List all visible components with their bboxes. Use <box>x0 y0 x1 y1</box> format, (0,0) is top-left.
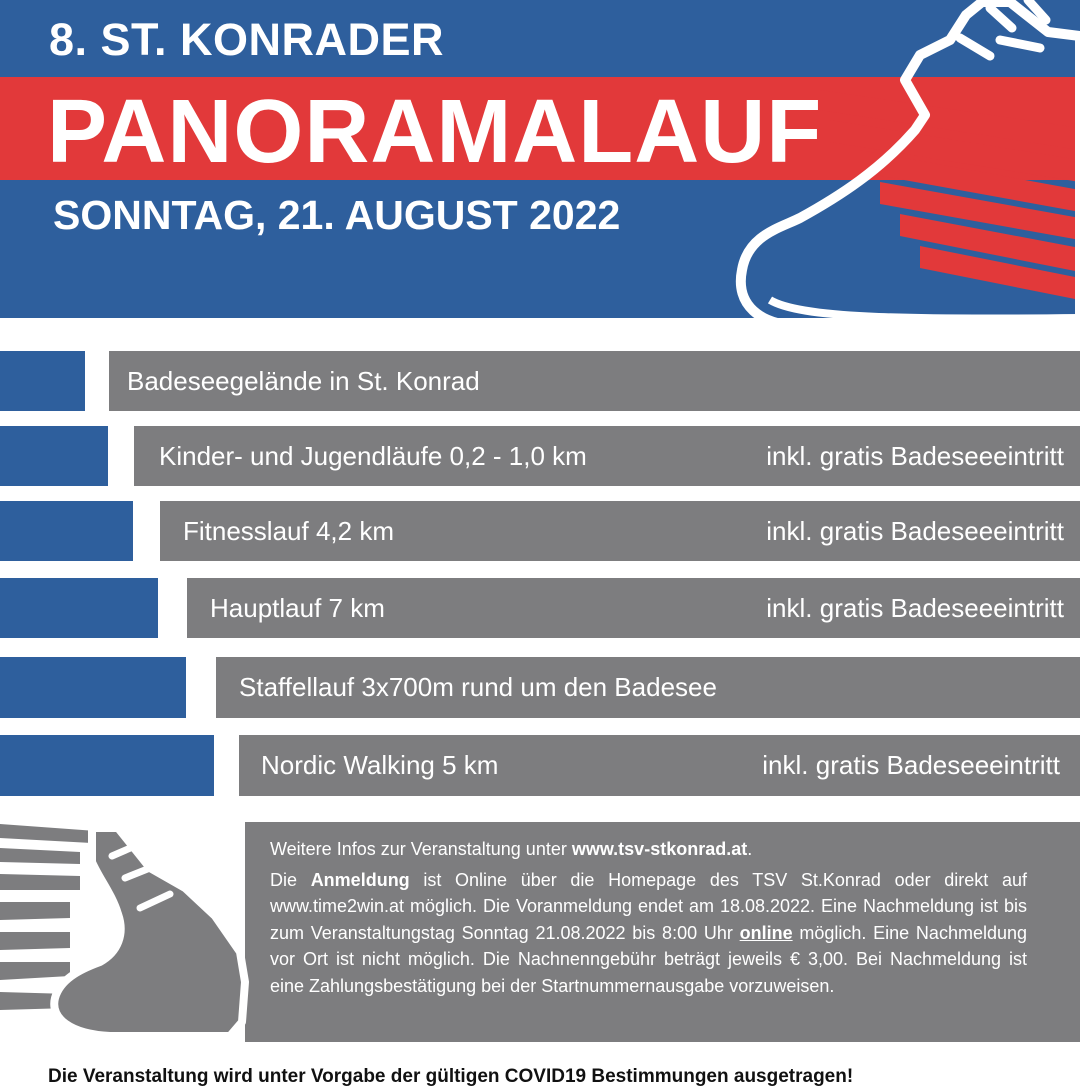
info-intro: Weitere Infos zur Veranstaltung unter www.tsv-stkonrad.at. <box>270 839 753 859</box>
event-label: Badeseegelände in St. Konrad <box>127 365 480 396</box>
event-label: Staffellauf 3x700m rund um den Badesee <box>239 672 717 702</box>
online-link[interactable]: online <box>739 922 793 943</box>
event-row-kids <box>134 426 1080 486</box>
event-note: inkl. gratis Badeseeeintritt <box>762 750 1060 780</box>
event-label: Nordic Walking 5 km <box>261 750 499 780</box>
row-accent-1 <box>0 351 85 411</box>
event-row-main <box>187 578 1080 638</box>
event-note: inkl. gratis Badeseeeintritt <box>766 592 1064 623</box>
event-label: Hauptlauf 7 km <box>210 592 385 623</box>
row-accent-2 <box>0 426 108 486</box>
event-row-nordic <box>239 735 1080 796</box>
row-accent-5 <box>0 657 186 718</box>
event-row-relay <box>216 657 1080 718</box>
event-row-fitness <box>160 501 1080 561</box>
event-note: inkl. gratis Badeseeeintritt <box>766 515 1064 546</box>
event-label: Kinder- und Jugendläufe 0,2 - 1,0 km <box>159 440 587 471</box>
event-row-venue <box>109 351 1080 411</box>
event-label: Fitnesslauf 4,2 km <box>183 515 394 546</box>
row-accent-6 <box>0 735 214 796</box>
website-link[interactable]: www.tsv-stkonrad.at <box>571 839 748 859</box>
covid-notice: Die Veranstaltung wird unter Vorgabe der gültigen COVID19 Bestimmungen ausgetragen! <box>48 1066 854 1087</box>
registration-text: Die Anmeldung ist Online über die Homepage des TSV St.Konrad oder direkt auf www.time2win.at möglich. Die Voranmeldung endet am 18.08.2022. Eine Nachmeldung ist bis zum Veranstaltungstag Sonntag 21.08.2022 bis 8:00 Uhr online möglich. Eine Nachmeldung vor Ort ist nicht möglich. Die Nachnenngebühr beträgt jeweils € 3,00. Bei Nachmeldung ist eine Zahlungsbestätigung bei der Startnummernausgabe vorzuweisen. <box>270 869 1028 996</box>
event-note: inkl. gratis Badeseeeintritt <box>766 440 1064 471</box>
running-shoe-gray-icon <box>54 828 245 1036</box>
event-title: PANORAMALAUF <box>47 82 823 182</box>
row-accent-4 <box>0 578 158 638</box>
event-date: SONNTAG, 21. AUGUST 2022 <box>53 192 621 238</box>
info-text <box>270 836 1027 1000</box>
row-accent-3 <box>0 501 133 561</box>
event-kicker: 8. ST. KONRADER <box>49 14 445 65</box>
